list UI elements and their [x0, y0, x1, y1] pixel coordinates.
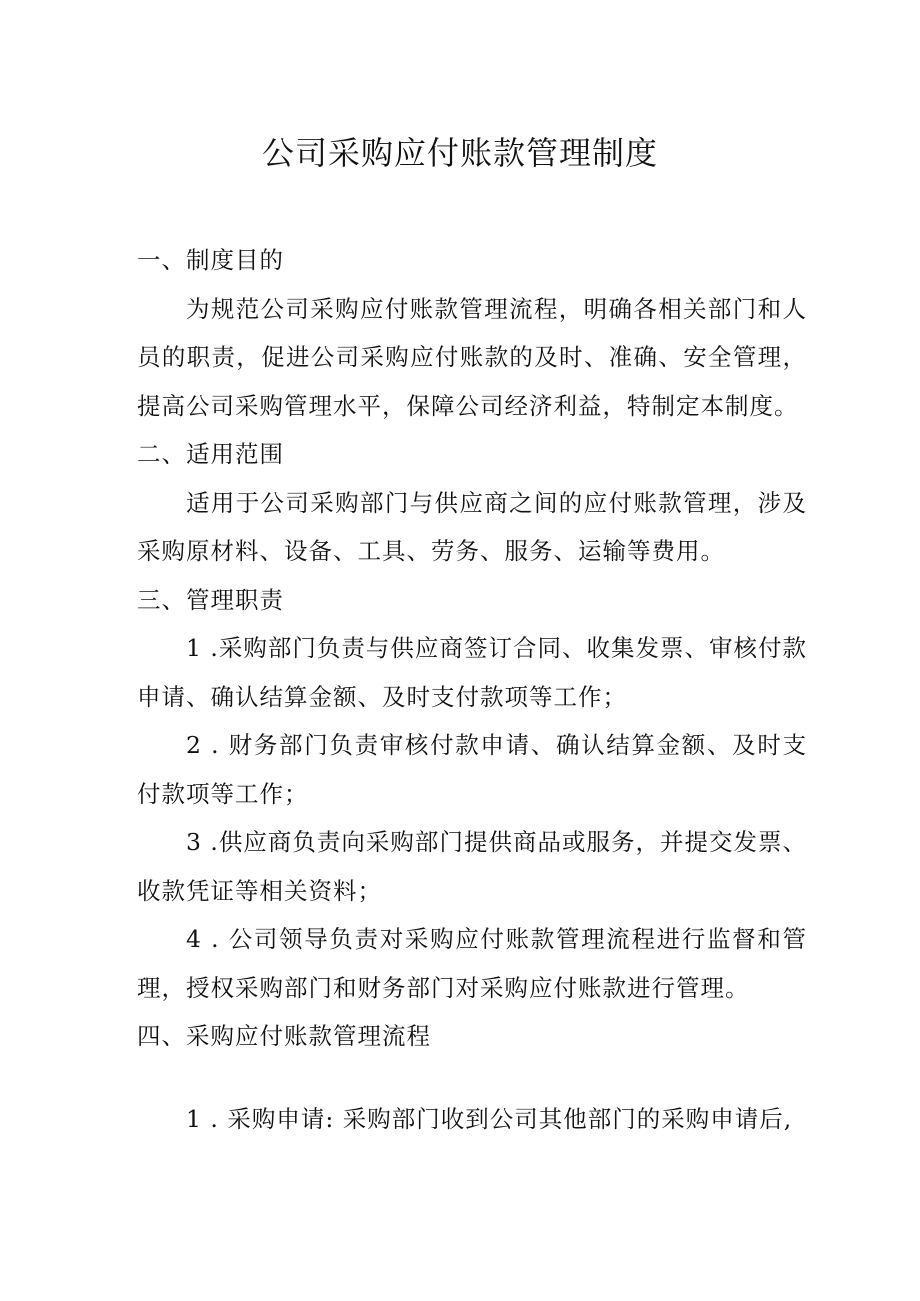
section-heading-process: 四、采购应付账款管理流程 — [137, 1022, 431, 1050]
paragraph-responsibility-4: 4 . 公司领导负责对采购应付账款管理流程进行监督和管理，授权采购部门和财务部门对采购应付账款进行管理。 — [137, 925, 807, 1002]
paragraph-purpose: 为规范公司采购应付账款管理流程，明确各相关部门和人员的职责，促进公司采购应付账款的及时、准确、安全管理，提高公司采购管理水平，保障公司经济利益，特制定本制度。 — [137, 294, 807, 420]
document-body — [137, 236, 807, 1143]
paragraph-responsibility-2: 2 . 财务部门负责审核付款申请、确认结算金额、及时支付款项等工作； — [137, 731, 807, 808]
document-title: 公司采购应付账款管理制度 — [261, 134, 658, 172]
paragraph-responsibility-3: 3 .供应商负责向采购部门提供商品或服务，并提交发票、收款凭证等相关资料； — [137, 828, 807, 905]
section-heading-scope: 二、适用范围 — [137, 440, 284, 468]
section-heading-responsibilities: 三、管理职责 — [137, 585, 284, 614]
paragraph-scope: 适用于公司采购部门与供应商之间的应付账款管理，涉及采购原材料、设备、工具、劳务、服务、运输等费用。 — [137, 488, 807, 565]
section-heading-purpose: 一、制度目的 — [137, 246, 284, 274]
paragraph-responsibility-1: 1 .采购部门负责与供应商签订合同、收集发票、审核付款申请、确认结算金额、及时支付款项等工作； — [137, 634, 807, 711]
paragraph-process-1: 1 . 采购申请: 采购部门收到公司其他部门的采购申请后, — [186, 1104, 793, 1133]
